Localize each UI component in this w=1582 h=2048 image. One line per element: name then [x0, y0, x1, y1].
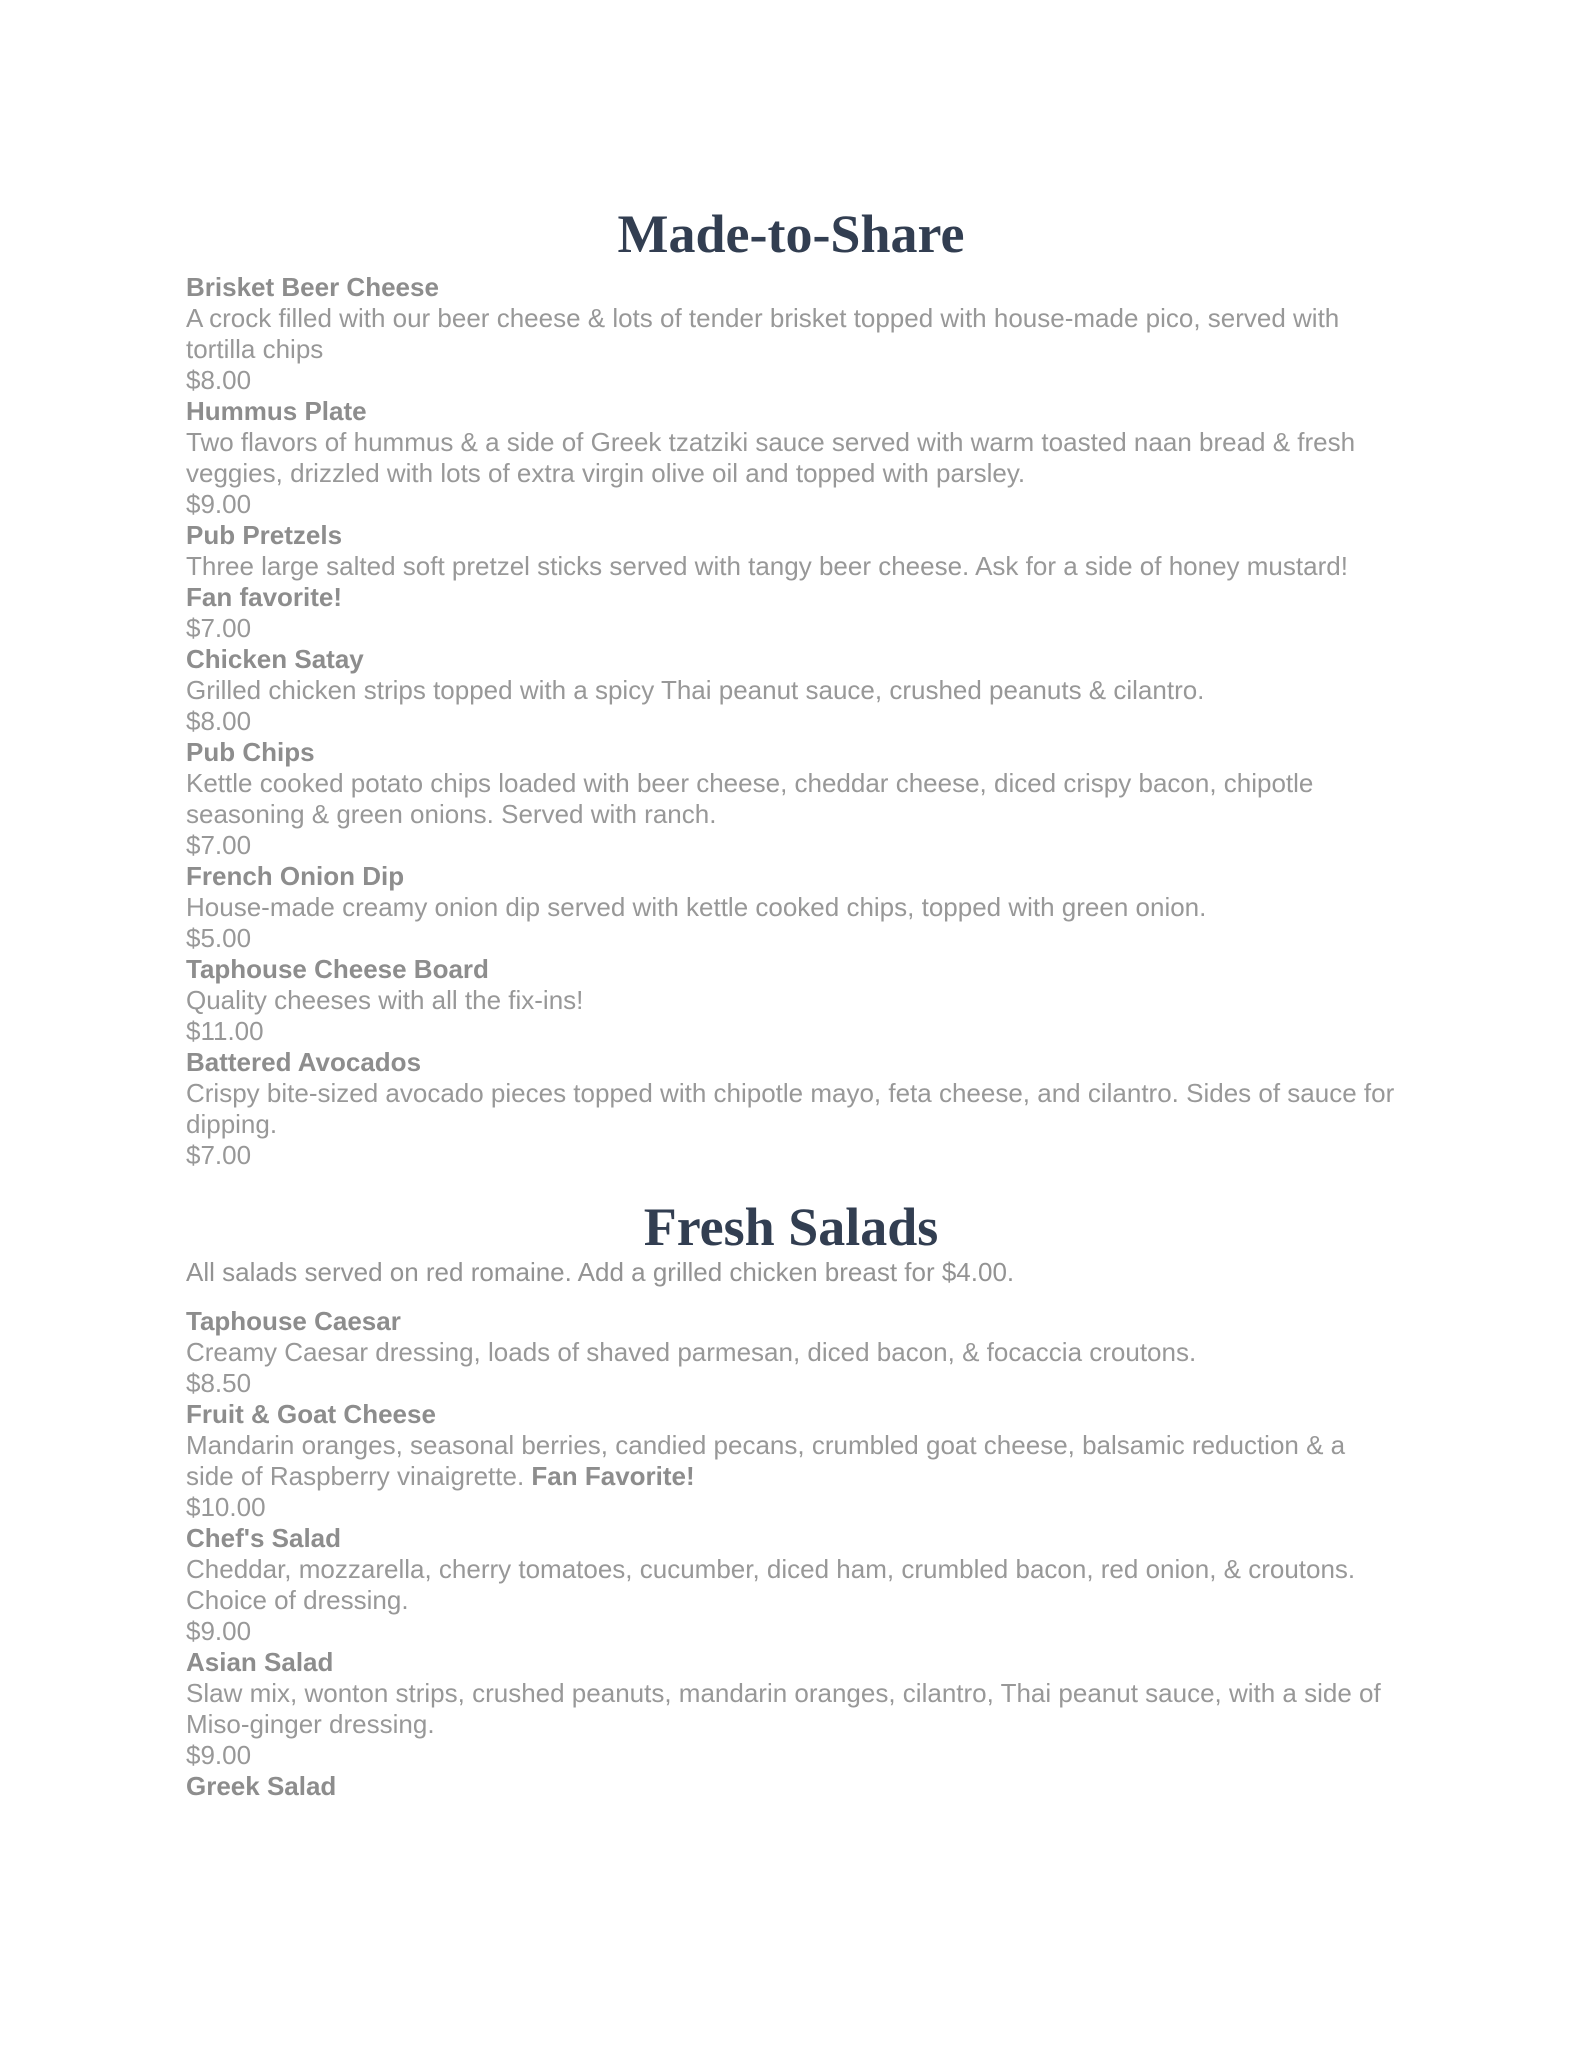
- item-description: House-made creamy onion dip served with kettle cooked chips, topped with green onion.: [186, 892, 1207, 922]
- item-name: Pub Pretzels: [186, 520, 343, 550]
- item-name: Pub Chips: [186, 737, 315, 767]
- item-name: Brisket Beer Cheese: [186, 272, 439, 302]
- item-price: $11.00: [186, 1016, 264, 1046]
- item-price: $10.00: [186, 1492, 266, 1522]
- menu-item: [186, 1771, 1396, 1802]
- item-description: Cheddar, mozzarella, cherry tomatoes, cucumber, diced ham, crumbled bacon, red onion, & croutons. Choice of dressing.: [186, 1554, 1356, 1615]
- menu-item: [186, 520, 1396, 644]
- item-name: Chicken Satay: [186, 644, 364, 674]
- item-description: Three large salted soft pretzel sticks served with tangy beer cheese. Ask for a side of honey mustard!: [186, 551, 1348, 581]
- item-price: $7.00: [186, 613, 252, 643]
- menu-item: [186, 1647, 1396, 1771]
- menu-item: [186, 861, 1396, 954]
- item-description: Crispy bite-sized avocado pieces topped with chipotle mayo, feta cheese, and cilantro. Sides of sauce for dipping.: [186, 1078, 1395, 1139]
- item-price: $8.50: [186, 1368, 252, 1398]
- item-description: Slaw mix, wonton strips, crushed peanuts, mandarin oranges, cilantro, Thai peanut sauce, with a side of Miso-ginger dressing.: [186, 1678, 1381, 1739]
- made-to-share-list: [186, 272, 1396, 1171]
- item-name: Taphouse Caesar: [186, 1306, 401, 1336]
- item-price: $9.00: [186, 1740, 252, 1770]
- menu-page: [186, 202, 1396, 1802]
- menu-item: [186, 737, 1396, 861]
- item-description: Creamy Caesar dressing, loads of shaved parmesan, diced bacon, & focaccia croutons.: [186, 1337, 1197, 1367]
- item-description-with-highlight: [186, 1430, 1396, 1492]
- item-description: Grilled chicken strips topped with a spicy Thai peanut sauce, crushed peanuts & cilantro.: [186, 675, 1205, 705]
- item-description: Kettle cooked potato chips loaded with beer cheese, cheddar cheese, diced crispy bacon, chipotle seasoning & green onions. Served with ranch.: [186, 768, 1314, 829]
- item-price: $8.00: [186, 365, 252, 395]
- menu-item: [186, 1047, 1396, 1171]
- item-description: Two flavors of hummus & a side of Greek tzatziki sauce served with warm toasted naan bread & fresh veggies, drizzled with lots of extra virgin olive oil and topped with parsley.: [186, 427, 1356, 488]
- section-title-made-to-share: Made-to-Share: [617, 204, 965, 264]
- item-price: $5.00: [186, 923, 252, 953]
- fresh-salads-list: [186, 1306, 1396, 1802]
- item-price: $7.00: [186, 830, 252, 860]
- item-description-with-highlight: [186, 551, 1396, 613]
- item-name: Battered Avocados: [186, 1047, 422, 1077]
- fan-favorite-highlight: Fan Favorite!: [531, 1461, 695, 1491]
- item-description: Quality cheeses with all the fix-ins!: [186, 985, 584, 1015]
- menu-item: [186, 1399, 1396, 1523]
- item-name: Hummus Plate: [186, 396, 367, 426]
- menu-item: [186, 396, 1396, 520]
- item-name: Chef's Salad: [186, 1523, 342, 1553]
- item-description: Mandarin oranges, seasonal berries, candied pecans, crumbled goat cheese, balsamic reduction & a side of Raspberry vinaigrette.: [186, 1430, 1346, 1491]
- item-price: $8.00: [186, 706, 252, 736]
- salads-intro: All salads served on red romaine. Add a grilled chicken breast for $4.00.: [186, 1257, 1015, 1287]
- item-name: Asian Salad: [186, 1647, 334, 1677]
- item-description: A crock filled with our beer cheese & lots of tender brisket topped with house-made pico, served with tortilla chips: [186, 303, 1340, 364]
- fan-favorite-highlight: Fan favorite!: [186, 582, 343, 612]
- item-price: $9.00: [186, 489, 252, 519]
- menu-item: [186, 1523, 1396, 1647]
- item-price: $7.00: [186, 1140, 252, 1170]
- item-name: French Onion Dip: [186, 861, 405, 891]
- menu-item: [186, 644, 1396, 737]
- menu-item: [186, 954, 1396, 1047]
- item-name: Greek Salad: [186, 1771, 337, 1801]
- section-title-fresh-salads: Fresh Salads: [643, 1197, 939, 1257]
- item-name: Taphouse Cheese Board: [186, 954, 489, 984]
- menu-item: [186, 1306, 1396, 1399]
- menu-item: [186, 272, 1396, 396]
- item-price: $9.00: [186, 1616, 252, 1646]
- item-name: Fruit & Goat Cheese: [186, 1399, 436, 1429]
